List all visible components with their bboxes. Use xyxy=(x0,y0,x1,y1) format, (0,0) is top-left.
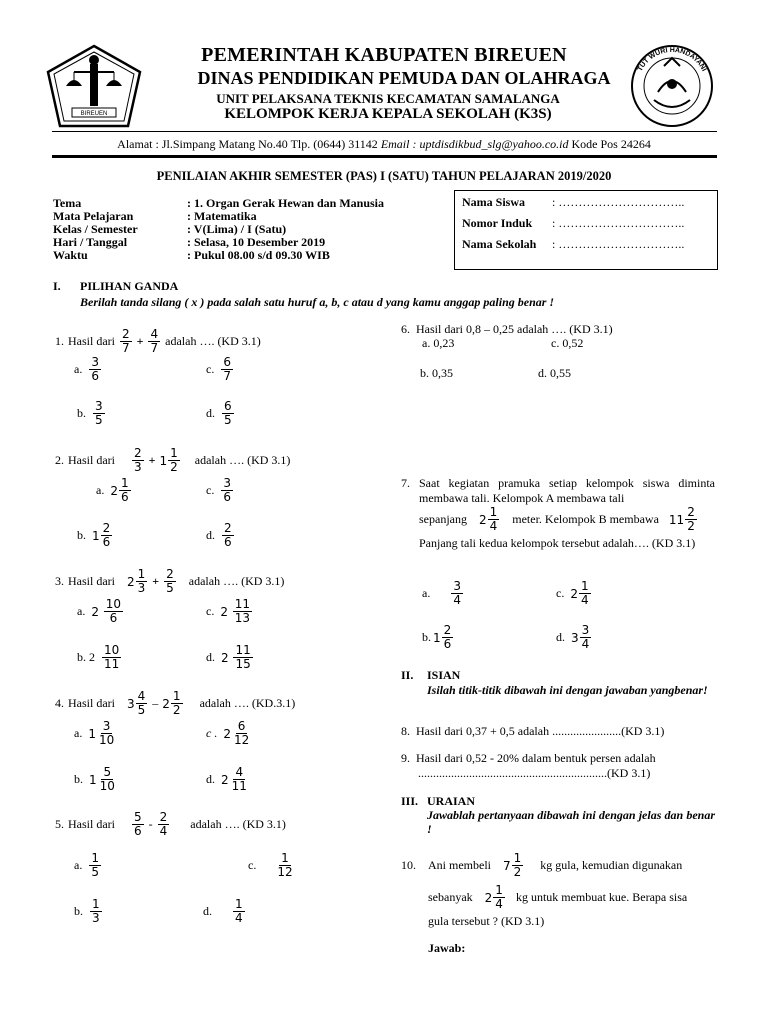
exam-info-table xyxy=(53,197,384,262)
header-line-4: KELOMPOK KERJA KEPALA SEKOLAH (K3S) xyxy=(224,106,552,122)
q6-option-b[interactable]: b. 0,35 xyxy=(420,366,453,380)
question-1: 1. Hasil dari $\frac{2}{7}$ + $\frac{4}{7}$ adalah …. (KD 3.1) xyxy=(55,327,261,355)
question-7-text-1: Saat kegiatan pramuka setiap kelompok siswa diminta membawa tali. Kelompok A membawa tali xyxy=(419,476,715,505)
q1-fraction-1: $\frac{2}{7}$ xyxy=(122,327,130,355)
q3-option-b[interactable]: b. 2 $\frac{10}{11}$ xyxy=(77,643,120,671)
question-10-line-2: sebanyak 2 $\frac{1}{4}$ kg untuk membuat kue. Berapa sisa xyxy=(428,883,688,911)
q5-option-d[interactable]: d. $\frac{1}{4}$ xyxy=(203,897,243,925)
question-9: 9. Hasil dari 0,52 - 20% dalam bentuk persen adalah xyxy=(401,751,656,765)
exam-info-label: Kelas / Semester xyxy=(53,222,138,236)
q1-option-c[interactable]: c. $\frac{6}{7}$ xyxy=(206,355,231,383)
section-3-instruction: Jawablah pertanyaan dibawah ini dengan jelas dan benar ! xyxy=(427,808,715,836)
student-field-label: Nomor Induk xyxy=(462,216,533,230)
section-2-number: II. xyxy=(401,668,414,682)
question-6: 6. Hasil dari 0,8 – 0,25 adalah …. (KD 3.1) xyxy=(401,322,613,336)
q2-option-c[interactable]: c. $\frac{3}{6}$ xyxy=(206,476,231,504)
question-3: 3. Hasil dari 2 $\frac{1}{3}$ + $\frac{2}{5}$ adalah …. (KD 3.1) xyxy=(55,567,285,595)
q4-option-c[interactable]: c . 2 $\frac{6}{12}$ xyxy=(206,719,250,747)
q3-option-d[interactable]: d. 2 $\frac{11}{15}$ xyxy=(206,643,251,671)
q2-option-b[interactable]: b. 1 $\frac{2}{6}$ xyxy=(77,521,111,549)
address-suffix: Kode Pos 24264 xyxy=(568,137,651,151)
question-9-line-2: ...............................................................(KD 3.1) xyxy=(418,766,651,780)
q3-option-a[interactable]: a. 2 $\frac{10}{6}$ xyxy=(77,597,122,625)
q5-option-c[interactable]: c. $\frac{1}{12}$ xyxy=(248,851,293,879)
header-line-1: PEMERINTAH KABUPATEN BIREUEN xyxy=(201,44,567,66)
question-4: 4. Hasil dari 3 $\frac{4}{5}$ – 2 $\frac{1}{2}$ adalah …. (KD.3.1) xyxy=(55,689,296,717)
header-divider-thin xyxy=(52,131,717,132)
student-identity-table xyxy=(462,196,684,259)
exam-title: PENILAIAN AKHIR SEMESTER (PAS) I (SATU) TAHUN PELAJARAN 2019/2020 xyxy=(156,169,612,183)
q1-option-b[interactable]: b. $\frac{3}{5}$ xyxy=(77,399,103,427)
q6-option-a[interactable]: a. 0,23 xyxy=(422,336,455,350)
q1-option-a[interactable]: a. $\frac{3}{6}$ xyxy=(74,355,99,383)
q3-option-c[interactable]: c. 2 $\frac{11}{13}$ xyxy=(206,597,251,625)
q1-option-d[interactable]: d. $\frac{6}{5}$ xyxy=(206,399,232,427)
question-2: 2. Hasil dari $\frac{2}{3}$ + 1 $\frac{1}{2}$ adalah …. (KD 3.1) xyxy=(55,446,291,474)
question-7-text-2: sepanjang 2 $\frac{1}{4}$ meter. Kelompok B membawa 11 $\frac{2}{2}$ xyxy=(419,505,695,533)
exam-info-value: : 1. Organ Gerak Hewan dan Manusia xyxy=(187,196,385,210)
q7-option-a[interactable]: a. $\frac{3}{4}$ xyxy=(422,579,461,607)
question-5: 5. Hasil dari $\frac{5}{6}$ - $\frac{2}{4}$ adalah …. (KD 3.1) xyxy=(55,810,286,838)
exam-info-value: : Matematika xyxy=(187,209,257,223)
section-2-title: ISIAN xyxy=(427,668,461,682)
student-field-label: Nama Sekolah xyxy=(462,237,537,251)
q7-option-d[interactable]: d. 3 $\frac{3}{4}$ xyxy=(556,623,590,651)
q5-option-b[interactable]: b. $\frac{1}{3}$ xyxy=(74,897,100,925)
exam-info-label: Mata Pelajaran xyxy=(53,209,134,223)
left-logo-ribbon: BIREUEN xyxy=(80,111,108,117)
q4-option-b[interactable]: b. 1 $\frac{5}{10}$ xyxy=(74,765,115,793)
section-3-title: URAIAN xyxy=(427,794,475,808)
exam-info-label: Hari / Tanggal xyxy=(53,235,128,249)
section-1-title: PILIHAN GANDA xyxy=(80,279,179,293)
student-field-blank[interactable]: : ………………………….. xyxy=(552,195,685,209)
section-3-number: III. xyxy=(401,794,419,808)
exam-info-value: : Pukul 08.00 s/d 09.30 WIB xyxy=(187,248,330,262)
section-2-instruction: Isilah titik-titik dibawah ini dengan jawaban yangbenar! xyxy=(427,683,708,697)
header-divider-thick xyxy=(52,155,717,158)
section-1-instruction: Berilah tanda silang ( x ) pada salah satu huruf a, b, c atau d yang kamu anggap paling benar ! xyxy=(80,295,555,309)
exam-info-value: : Selasa, 10 Desember 2019 xyxy=(187,235,326,249)
section-1-number: I. xyxy=(53,279,61,293)
student-field-label: Nama Siswa xyxy=(462,195,526,209)
answer-label: Jawab: xyxy=(428,941,466,955)
q2-option-d[interactable]: d. $\frac{2}{6}$ xyxy=(206,521,232,549)
question-7-text-3: Panjang tali kedua kelompok tersebut adalah…. (KD 3.1) xyxy=(419,536,696,550)
student-field-row[interactable] xyxy=(462,196,684,217)
q5-option-a[interactable]: a. $\frac{1}{5}$ xyxy=(74,851,99,879)
address-line xyxy=(0,137,768,152)
header-line-2: DINAS PENDIDIKAN PEMUDA DAN OLAHRAGA xyxy=(197,68,611,88)
q6-option-d[interactable]: d. 0,55 xyxy=(538,366,571,380)
student-field-blank[interactable]: : ………………………….. xyxy=(552,237,685,251)
exam-info-label: Waktu xyxy=(53,248,88,262)
address-prefix: Alamat : Jl.Simpang Matang No.40 Tlp. (0644) 31142 xyxy=(117,137,381,151)
question-7-number: 7. xyxy=(401,476,410,490)
question-10-number: 10. xyxy=(401,858,416,872)
student-field-row[interactable] xyxy=(462,238,684,259)
q7-option-c[interactable]: c. 2 $\frac{1}{4}$ xyxy=(556,579,589,607)
q4-option-a[interactable]: a. 1 $\frac{3}{10}$ xyxy=(74,719,115,747)
q6-option-c[interactable]: c. 0,52 xyxy=(551,336,584,350)
right-logo-text: TUT WURI HANDAYANI xyxy=(636,46,708,73)
question-10-line-1: Ani membeli 7 $\frac{1}{2}$ kg gula, kemudian digunakan xyxy=(428,851,683,879)
q7-option-b[interactable]: b. 1 $\frac{2}{6}$ xyxy=(422,623,452,651)
address-email: Email : uptdisdikbud_slg@yahoo.co.id xyxy=(380,137,569,151)
question-8: 8. Hasil dari 0,37 + 0,5 adalah .......................(KD 3.1) xyxy=(401,724,665,738)
exam-info-value: : V(Lima) / I (Satu) xyxy=(187,222,287,236)
exam-info-label: Tema xyxy=(53,196,82,210)
question-10-line-3: gula tersebut ? (KD 3.1) xyxy=(428,914,545,928)
header-line-3: UNIT PELAKSANA TEKNIS KECAMATAN SAMALANGA xyxy=(216,91,560,106)
student-field-row[interactable] xyxy=(462,217,684,238)
q1-fraction-2: $\frac{4}{7}$ xyxy=(150,327,159,355)
student-field-blank[interactable]: : ………………………….. xyxy=(552,216,685,230)
q4-option-d[interactable]: d. 2 $\frac{4}{11}$ xyxy=(206,765,247,793)
exam-info-row xyxy=(53,249,384,262)
q2-option-a[interactable]: a. 2 $\frac{1}{6}$ xyxy=(96,476,129,504)
